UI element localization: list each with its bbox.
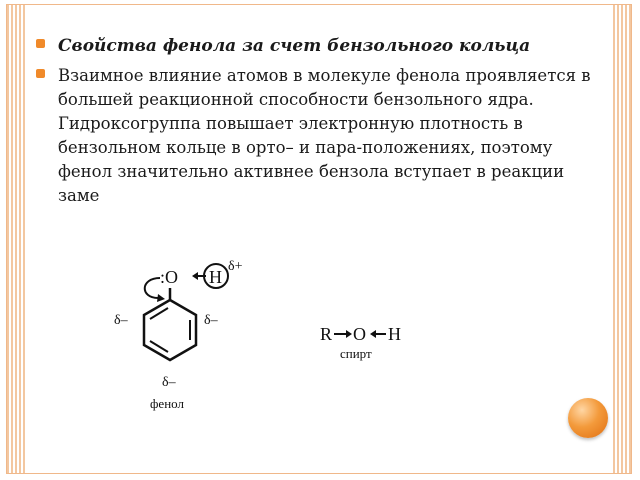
delta-ortho-right-label: δ– <box>204 313 218 328</box>
phenol-oxygen: :O <box>160 267 178 287</box>
alcohol-o: O <box>353 324 366 344</box>
alcohol-r: R <box>320 324 333 344</box>
delta-para-label: δ– <box>162 375 176 390</box>
phenol-caption: фенол <box>150 396 184 411</box>
bullet-square-icon <box>36 69 45 78</box>
bullet-item-title <box>36 34 596 58</box>
decorative-orb-icon <box>568 398 608 438</box>
bullet-item-body <box>36 64 596 208</box>
bullet-text: Взаимное влияние атомов в молекуле фенола проявляется в большей реакционной способности бензольного ядра. Гидроксогруппа повышает электронную плотность в бензольном кольце в орто– и пара-положениях, поэтому фенол значительно активнее бензола вступает в реакции заме <box>58 66 591 205</box>
o-h-arrow-head-alcohol <box>370 330 376 338</box>
r-o-arrow-head <box>346 330 352 338</box>
alcohol-h: H <box>388 324 401 344</box>
left-decor-stripe <box>7 5 25 473</box>
delta-ortho-left-label: δ– <box>114 313 128 328</box>
bullet-square-icon <box>36 39 45 48</box>
curved-arrow-icon <box>145 278 160 298</box>
chemistry-figure <box>110 248 560 420</box>
benzene-ring <box>144 300 196 360</box>
structure-diagram <box>110 248 560 420</box>
alcohol-caption: спирт <box>340 346 372 361</box>
slide-content <box>36 34 596 214</box>
o-h-arrow-head <box>192 272 198 280</box>
curved-arrow-head <box>157 294 165 302</box>
delta-plus-label: δ+ <box>228 259 243 274</box>
right-decor-stripe <box>613 5 631 473</box>
bullet-text: Свойства фенола за счет бензольного кольца <box>58 36 531 56</box>
phenol-hydrogen: H <box>209 267 222 287</box>
